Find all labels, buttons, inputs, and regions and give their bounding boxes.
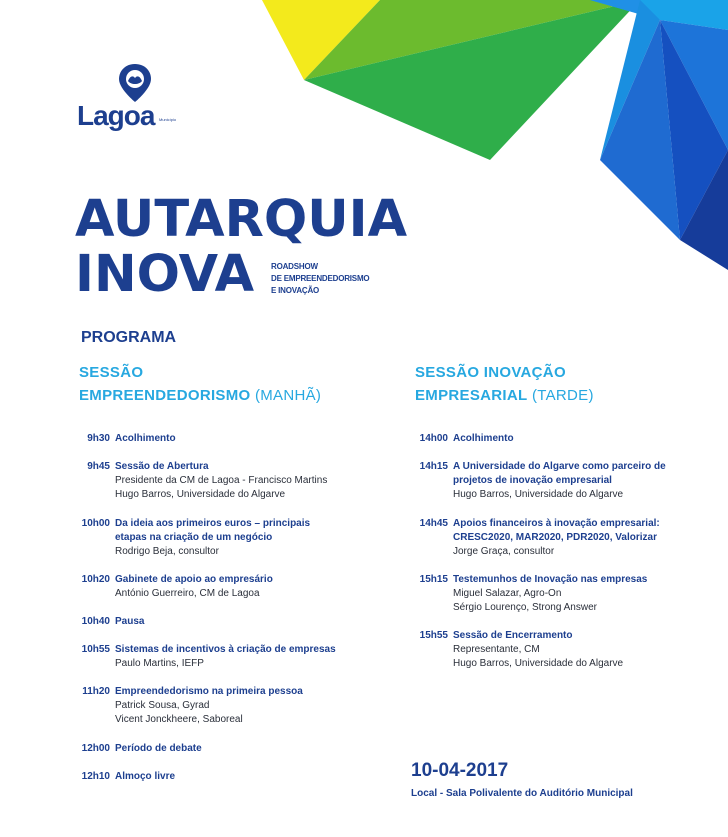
event-location: Local - Sala Polivalente do Auditório Municipal xyxy=(411,788,633,799)
agenda-speaker: Patrick Sousa, Gyrad xyxy=(115,700,210,711)
agenda-time: 12h00 xyxy=(81,743,110,754)
lagoa-logo xyxy=(77,62,197,132)
agenda-title: CRESC2020, MAR2020, PDR2020, Valorizar xyxy=(453,532,657,543)
agenda-title: Sessão de Encerramento xyxy=(453,630,573,641)
agenda-time: 10h00 xyxy=(81,518,110,529)
agenda-speaker: Jorge Graça, consultor xyxy=(453,546,555,557)
session-heading-morning xyxy=(79,361,321,407)
agenda-speaker: Representante, CM xyxy=(453,644,540,655)
agenda-body xyxy=(115,573,375,601)
agenda-title: Gabinete de apoio ao empresário xyxy=(115,574,273,585)
agenda-speaker: Presidente da CM de Lagoa - Francisco Martins xyxy=(115,475,328,486)
agenda-title: A Universidade do Algarve como parceiro de xyxy=(453,461,666,472)
agenda-time: 14h45 xyxy=(419,518,448,529)
agenda-body xyxy=(453,629,713,671)
agenda-time: 15h15 xyxy=(419,574,448,585)
agenda-time: 9h30 xyxy=(87,433,110,444)
agenda-title: Sessão de Abertura xyxy=(115,461,209,472)
title-line-1: AUTARQUIA xyxy=(75,190,408,249)
agenda-body xyxy=(453,517,713,559)
agenda-body xyxy=(115,432,375,446)
agenda-speaker: Hugo Barros, Universidade do Algarve xyxy=(115,489,286,500)
agenda-time: 14h15 xyxy=(419,461,448,472)
tagline-line: E INOVAÇÃO xyxy=(271,286,320,295)
agenda-time: 10h55 xyxy=(81,644,110,655)
agenda-title: Da ideia aos primeiros euros – principais xyxy=(115,518,311,529)
session-heading-afternoon xyxy=(415,361,594,407)
agenda-speaker: Vicent Jonckheere, Saboreal xyxy=(115,714,243,725)
agenda-body xyxy=(115,685,375,727)
agenda-title: Acolhimento xyxy=(115,433,176,444)
agenda-time: 14h00 xyxy=(419,433,448,444)
agenda-title: Acolhimento xyxy=(453,433,514,444)
agenda-speaker: Hugo Barros, Universidade do Algarve xyxy=(453,658,624,669)
agenda-body xyxy=(115,742,375,756)
session-heading-light: (MANHÃ) xyxy=(250,387,322,404)
agenda-body xyxy=(115,643,375,671)
agenda-title: Empreendedorismo na primeira pessoa xyxy=(115,686,303,697)
agenda-speaker: Hugo Barros, Universidade do Algarve xyxy=(453,489,624,500)
agenda-body xyxy=(115,460,375,502)
agenda-body xyxy=(453,460,713,502)
title-line-2: INOVA xyxy=(75,245,255,304)
agenda-time: 11h20 xyxy=(82,686,110,697)
agenda-speaker: Sérgio Lourenço, Strong Answer xyxy=(453,602,597,613)
agenda-speaker: Miguel Salazar, Agro-On xyxy=(453,588,562,599)
agenda-speaker: António Guerreiro, CM de Lagoa xyxy=(115,588,260,599)
agenda-time: 15h55 xyxy=(419,630,448,641)
agenda-title: Período de debate xyxy=(115,743,202,754)
agenda-title: Testemunhos de Inovação nas empresas xyxy=(453,574,648,585)
agenda-title: projetos de inovação empresarial xyxy=(453,475,612,486)
session-heading-line: SESSÃO xyxy=(79,364,144,381)
agenda-body xyxy=(115,615,375,629)
logo-subtitle: Município xyxy=(159,117,177,122)
agenda-title: etapas na criação de um negócio xyxy=(115,532,273,543)
agenda-body xyxy=(453,573,713,615)
agenda-time: 10h40 xyxy=(81,616,110,627)
tagline-line: ROADSHOW xyxy=(271,262,318,271)
agenda-time: 9h45 xyxy=(87,461,110,472)
agenda-body xyxy=(115,517,375,559)
tagline-line: DE EMPREENDEDORISMO xyxy=(271,274,370,283)
agenda-time: 10h20 xyxy=(81,574,110,585)
session-heading-light: (TARDE) xyxy=(527,387,594,404)
session-heading-bold: EMPREENDEDORISMO xyxy=(79,387,251,404)
agenda-speaker: Paulo Martins, IEFP xyxy=(115,658,204,669)
programa-heading: PROGRAMA xyxy=(81,329,177,346)
agenda-title: Apoios financeiros à inovação empresarial: xyxy=(453,518,660,529)
agenda-speaker: Rodrigo Beja, consultor xyxy=(115,546,219,557)
agenda-body xyxy=(115,770,375,784)
session-heading-bold: EMPRESARIAL xyxy=(415,387,528,404)
agenda-body xyxy=(453,432,713,446)
event-date: 10-04-2017 xyxy=(411,760,509,781)
session-heading-line: SESSÃO INOVAÇÃO xyxy=(415,364,566,381)
agenda-title: Sistemas de incentivos à criação de empresas xyxy=(115,644,336,655)
logo-wordmark: Lagoa xyxy=(77,100,155,131)
agenda-title: Pausa xyxy=(115,616,145,627)
agenda-time: 12h10 xyxy=(81,771,110,782)
agenda-title: Almoço livre xyxy=(115,771,176,782)
tagline xyxy=(271,261,369,297)
